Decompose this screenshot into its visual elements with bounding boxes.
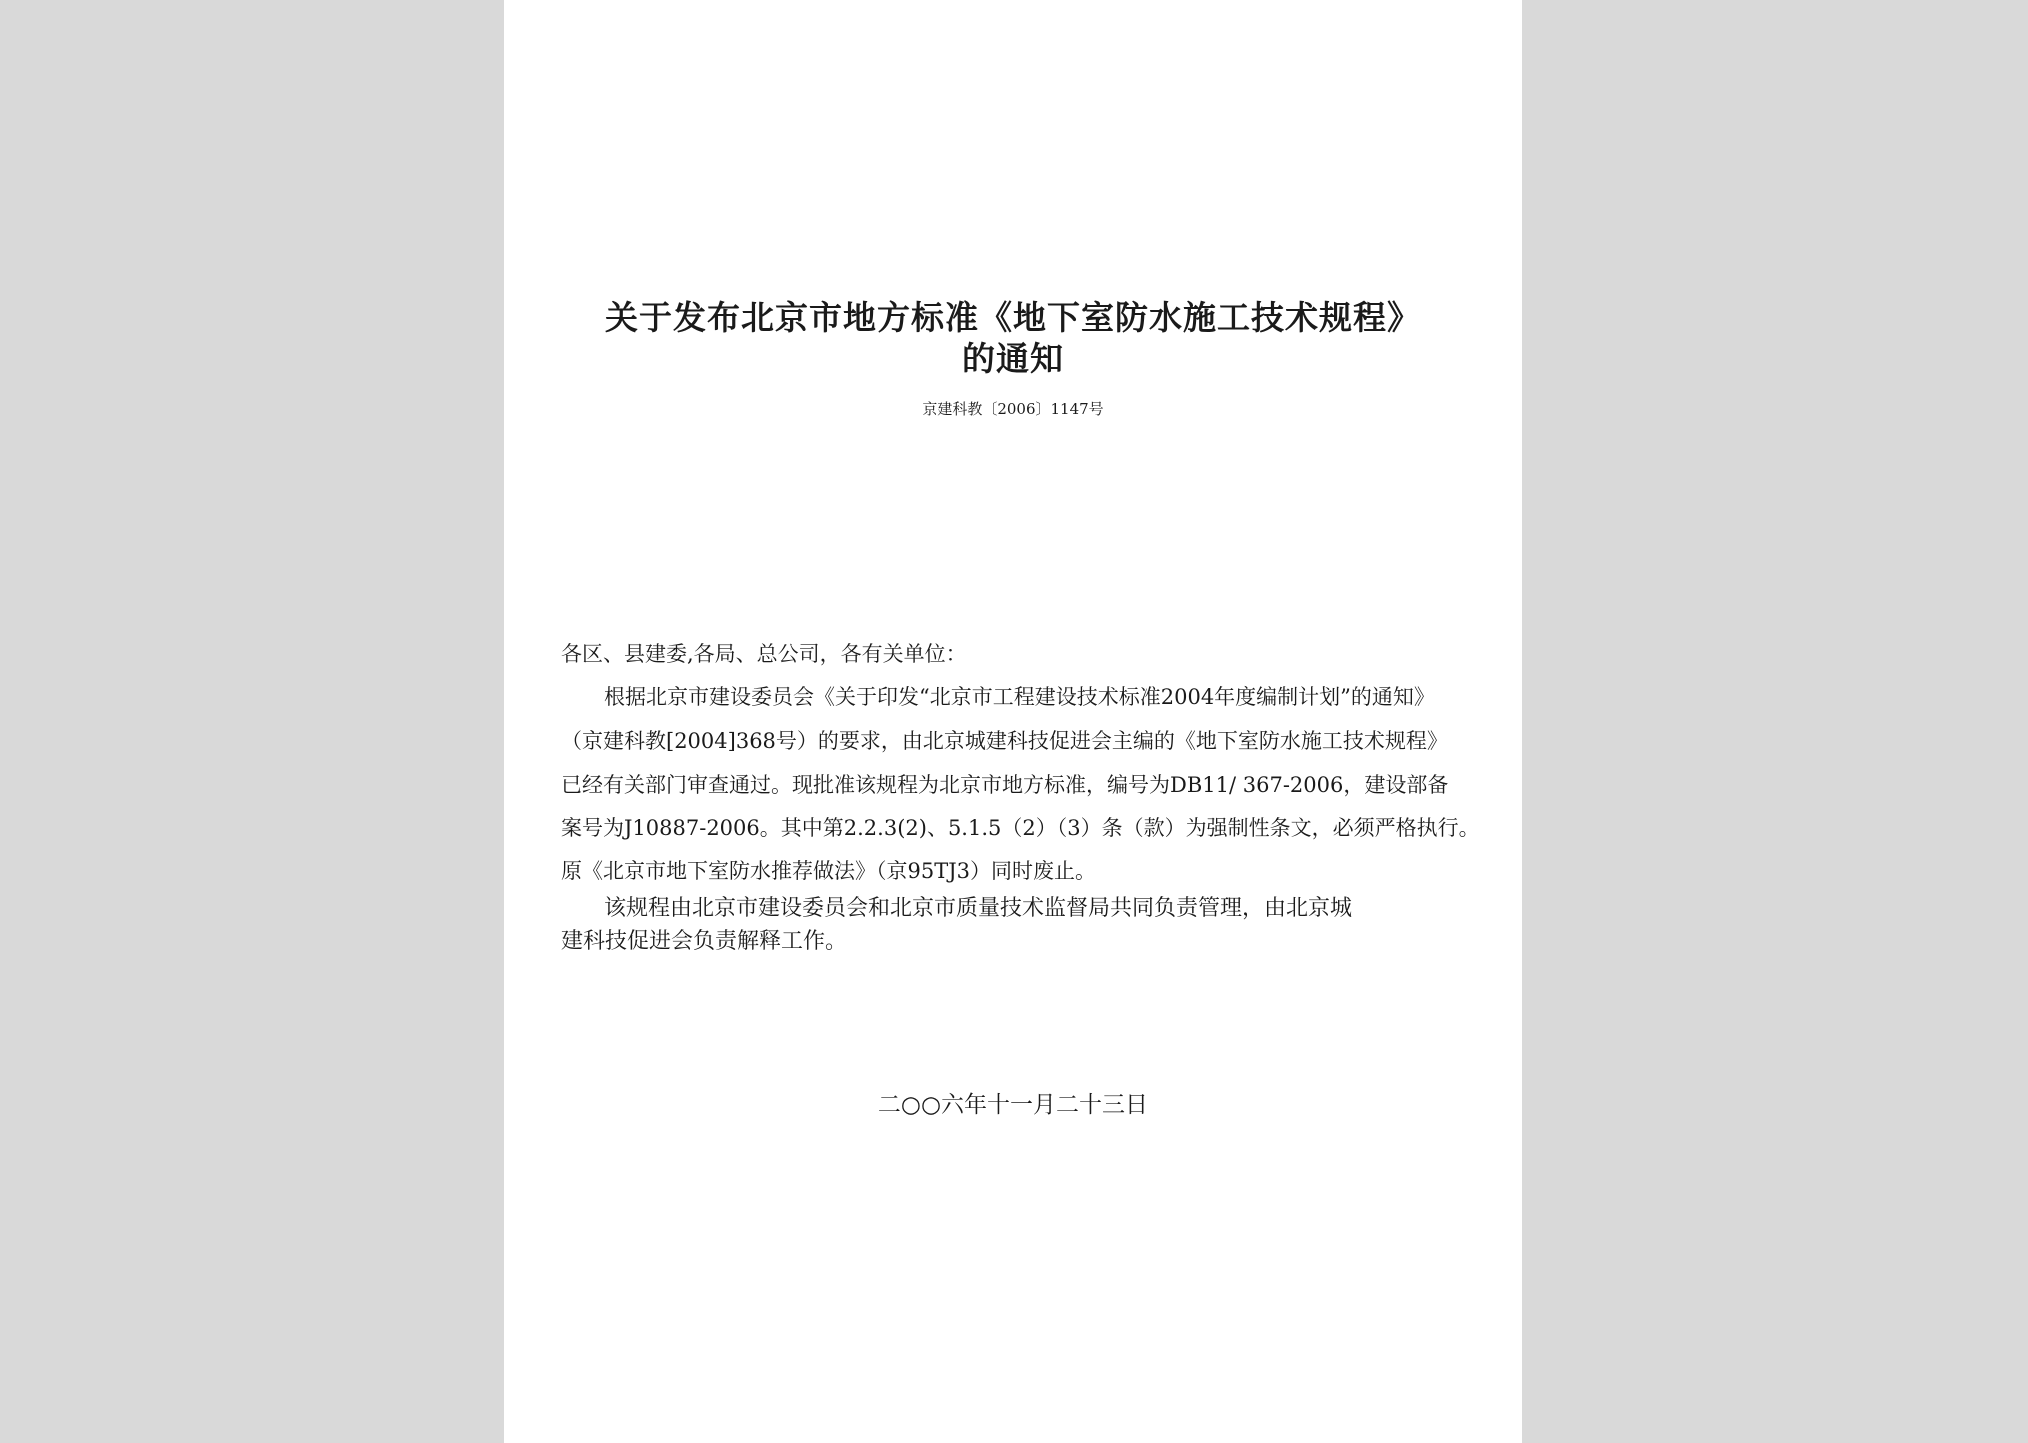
salutation: 各区、县建委,各局、总公司，各有关单位：	[561, 642, 967, 666]
document-title-line-1: 关于发布北京市地方标准《地下室防水施工技术规程》	[605, 298, 1421, 337]
paragraph-1-line: （京建科教[2004]368号）的要求，由北京城建科技促进会主编的《地下室防水施工技术规程》	[561, 729, 1448, 753]
paragraph-1-line: 根据北京市建设委员会《关于印发“北京市工程建设技术标准2004年度编制计划”的通知》	[604, 685, 1435, 709]
paragraph-1-line: 已经有关部门审查通过。现批准该规程为北京市地方标准，编号为DB11/ 367-2006，建设部备	[561, 773, 1449, 797]
issue-date: 二○○六年十一月二十三日	[877, 1092, 1149, 1118]
paragraph-2-line: 该规程由北京市建设委员会和北京市质量技术监督局共同负责管理，由北京城	[604, 896, 1353, 921]
document-number: 京建科教〔2006〕1147号	[922, 400, 1104, 418]
document-title-line-2: 的通知	[962, 339, 1064, 378]
paragraph-1-line: 原《北京市地下室防水推荐做法》（京95TJ3）同时废止。	[561, 859, 1097, 883]
paragraph-2-line: 建科技促进会负责解释工作。	[561, 929, 848, 954]
paragraph-1-line: 案号为J10887-2006。其中第2.2.3(2)、5.1.5（2）（3）条（款）为强制性条文，必须严格执行。	[561, 816, 1480, 840]
document-page	[504, 0, 1522, 1443]
